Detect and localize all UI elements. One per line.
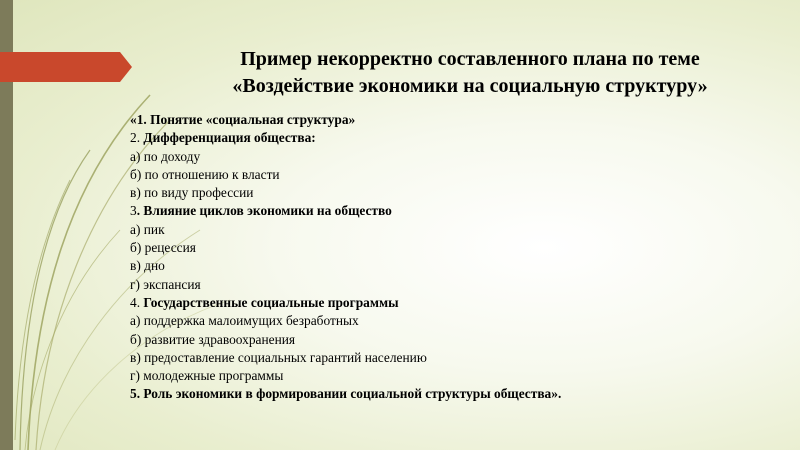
plan-subitem-4c: в) предоставление социальных гарантий населению <box>130 349 427 365</box>
plan-subitem-4b: б) развитие здравоохранения <box>130 331 296 347</box>
plan-item-2 <box>130 129 770 147</box>
plan-item-4-number: 4. <box>130 294 144 310</box>
plan-item-4 <box>130 294 770 312</box>
slide-title <box>160 46 780 100</box>
plan-item-1: «1. Понятие «социальная структура» <box>130 112 356 127</box>
plan-subitem-2b: б) по отношению к власти <box>130 166 280 182</box>
plan-subitem-2a: а) по доходу <box>130 148 201 164</box>
plan-subitem-3b: б) рецессия <box>130 240 196 256</box>
plan-subitem-3c: в) дно <box>130 258 165 274</box>
plan-item-4-text: Государственные социальные программы <box>143 294 399 310</box>
plan-item-5: 5. Роль экономики в формировании социальной структуры общества». <box>130 386 562 402</box>
red-arrow-accent <box>0 52 132 82</box>
plan-item-2-text: Дифференциация общества: <box>143 130 316 146</box>
plan-item-2-number: 2. <box>130 130 144 146</box>
title-line-1: Пример некорректно составленного плана по теме <box>240 48 700 70</box>
plan-subitem-3a: а) пик <box>130 221 165 237</box>
plan-subitem-4d: г) молодежные программы <box>130 368 284 384</box>
plan-item-3-number: 3 <box>130 203 137 219</box>
plan-subitem-2c: в) по виду профессии <box>130 185 254 201</box>
title-line-2: «Воздействие экономики на социальную структуру» <box>232 75 708 97</box>
plan-subitem-3d: г) экспансия <box>130 276 201 292</box>
plan-subitem-4a: а) поддержка малоимущих безработных <box>130 313 359 329</box>
plan-item-3 <box>130 202 770 220</box>
plan-item-3-text: . Влияние циклов экономики на общество <box>136 203 392 219</box>
plan-list <box>130 111 770 404</box>
